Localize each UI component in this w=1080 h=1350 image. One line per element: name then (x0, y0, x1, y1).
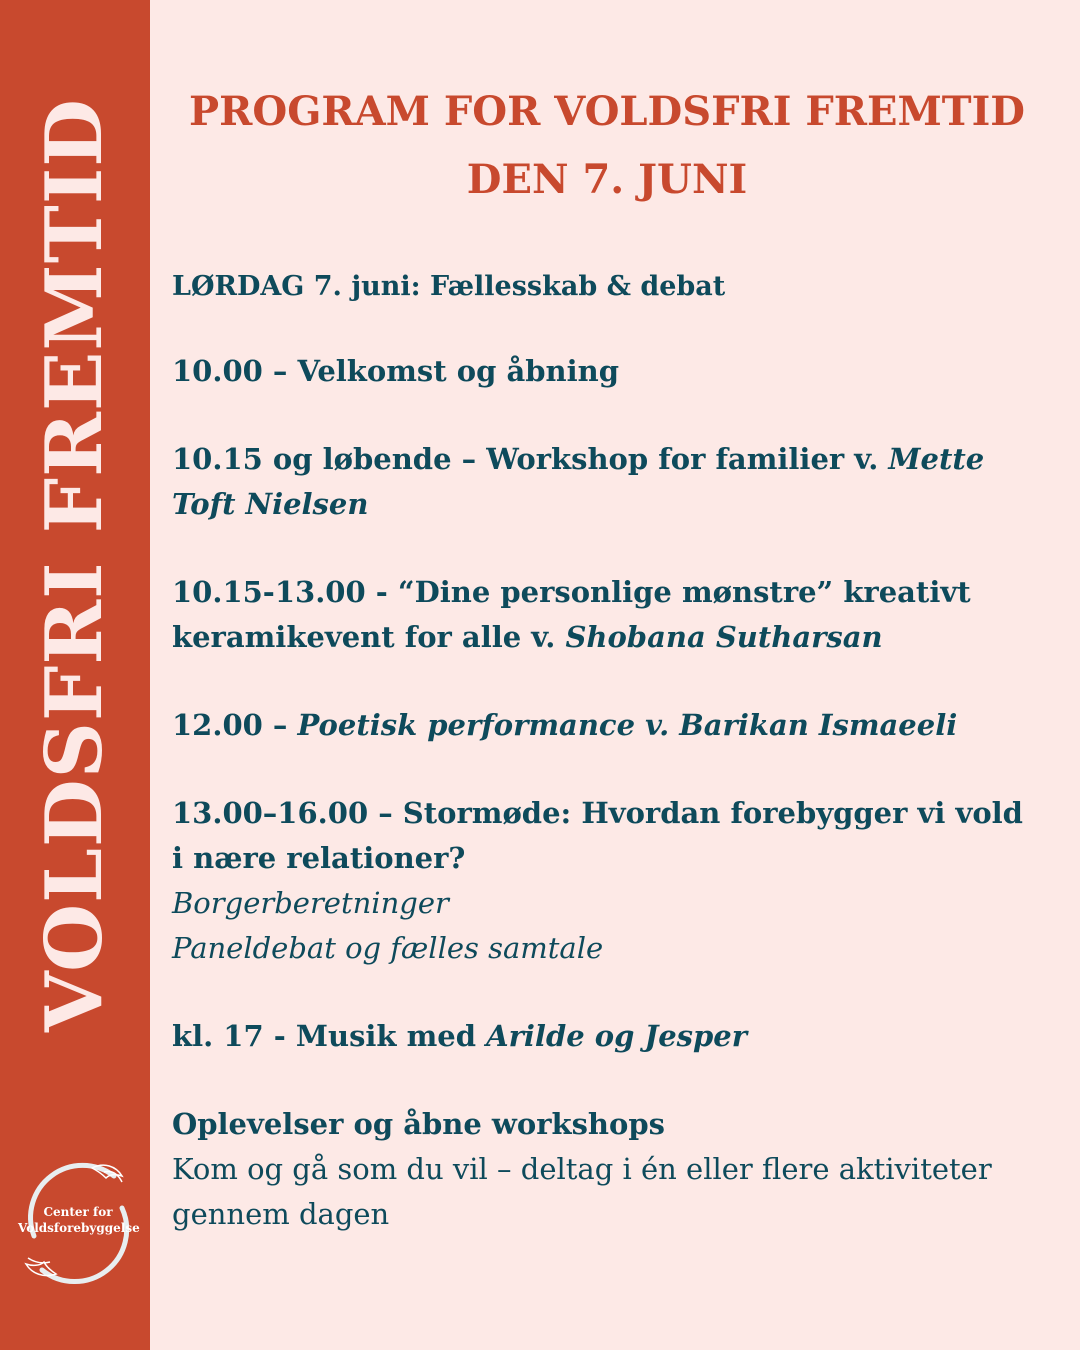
program-list (172, 264, 1032, 1237)
program-item-meeting (172, 791, 1032, 971)
vertical-title: VOLDSFRI FREMTID (29, 98, 120, 1032)
program-item-music (172, 1014, 1032, 1059)
program-item-family-workshop (172, 437, 1032, 527)
title-line-2: DEN 7. JUNI (466, 156, 748, 203)
item-title: Oplevelser og åbne workshops (172, 1107, 665, 1141)
item-text: 10.15-13.00 - “Dine personlige mønstre” kreativt keramikevent for alle v. (172, 575, 971, 654)
center-logo (18, 1158, 138, 1286)
program-item-welcome (172, 349, 1032, 394)
item-person: Arilde og Jesper (486, 1019, 747, 1053)
item-text: 10.00 – Velkomst og åbning (172, 354, 619, 388)
item-text: 10.15 og løbende – Workshop for familier v. (172, 442, 889, 476)
item-sub-2: Paneldebat og fælles samtale (172, 931, 604, 965)
item-person: Mette Toft Nielsen (172, 442, 985, 521)
program-item-ceramics (172, 570, 1032, 660)
program-item-performance (172, 703, 1032, 748)
item-sub-1: Borgerberetninger (172, 886, 449, 920)
item-performance: Poetisk performance v. Barikan Ismaeeli (297, 708, 958, 742)
logo-line-1: Center for (43, 1205, 113, 1219)
program-item-workshops (172, 1102, 1032, 1237)
day-heading: LØRDAG 7. juni: Fællesskab & debat (172, 271, 726, 302)
item-text: Kom og gå som du vil – deltag i én eller flere aktiviteter gennem dagen (172, 1152, 992, 1231)
logo-text (18, 1204, 138, 1236)
item-text: kl. 17 - Musik med (172, 1019, 487, 1053)
item-person: Shobana Sutharsan (565, 620, 883, 654)
sidebar (0, 0, 150, 1350)
item-text: 12.00 – (172, 708, 298, 742)
page-title (172, 78, 1042, 214)
logo-line-2: Voldsforebyggelse (18, 1221, 140, 1235)
title-line-1: PROGRAM FOR VOLDSFRI FREMTID (189, 88, 1025, 135)
item-title: 13.00–16.00 – Stormøde: Hvordan forebygger vi vold i nære relationer? (172, 796, 1023, 875)
